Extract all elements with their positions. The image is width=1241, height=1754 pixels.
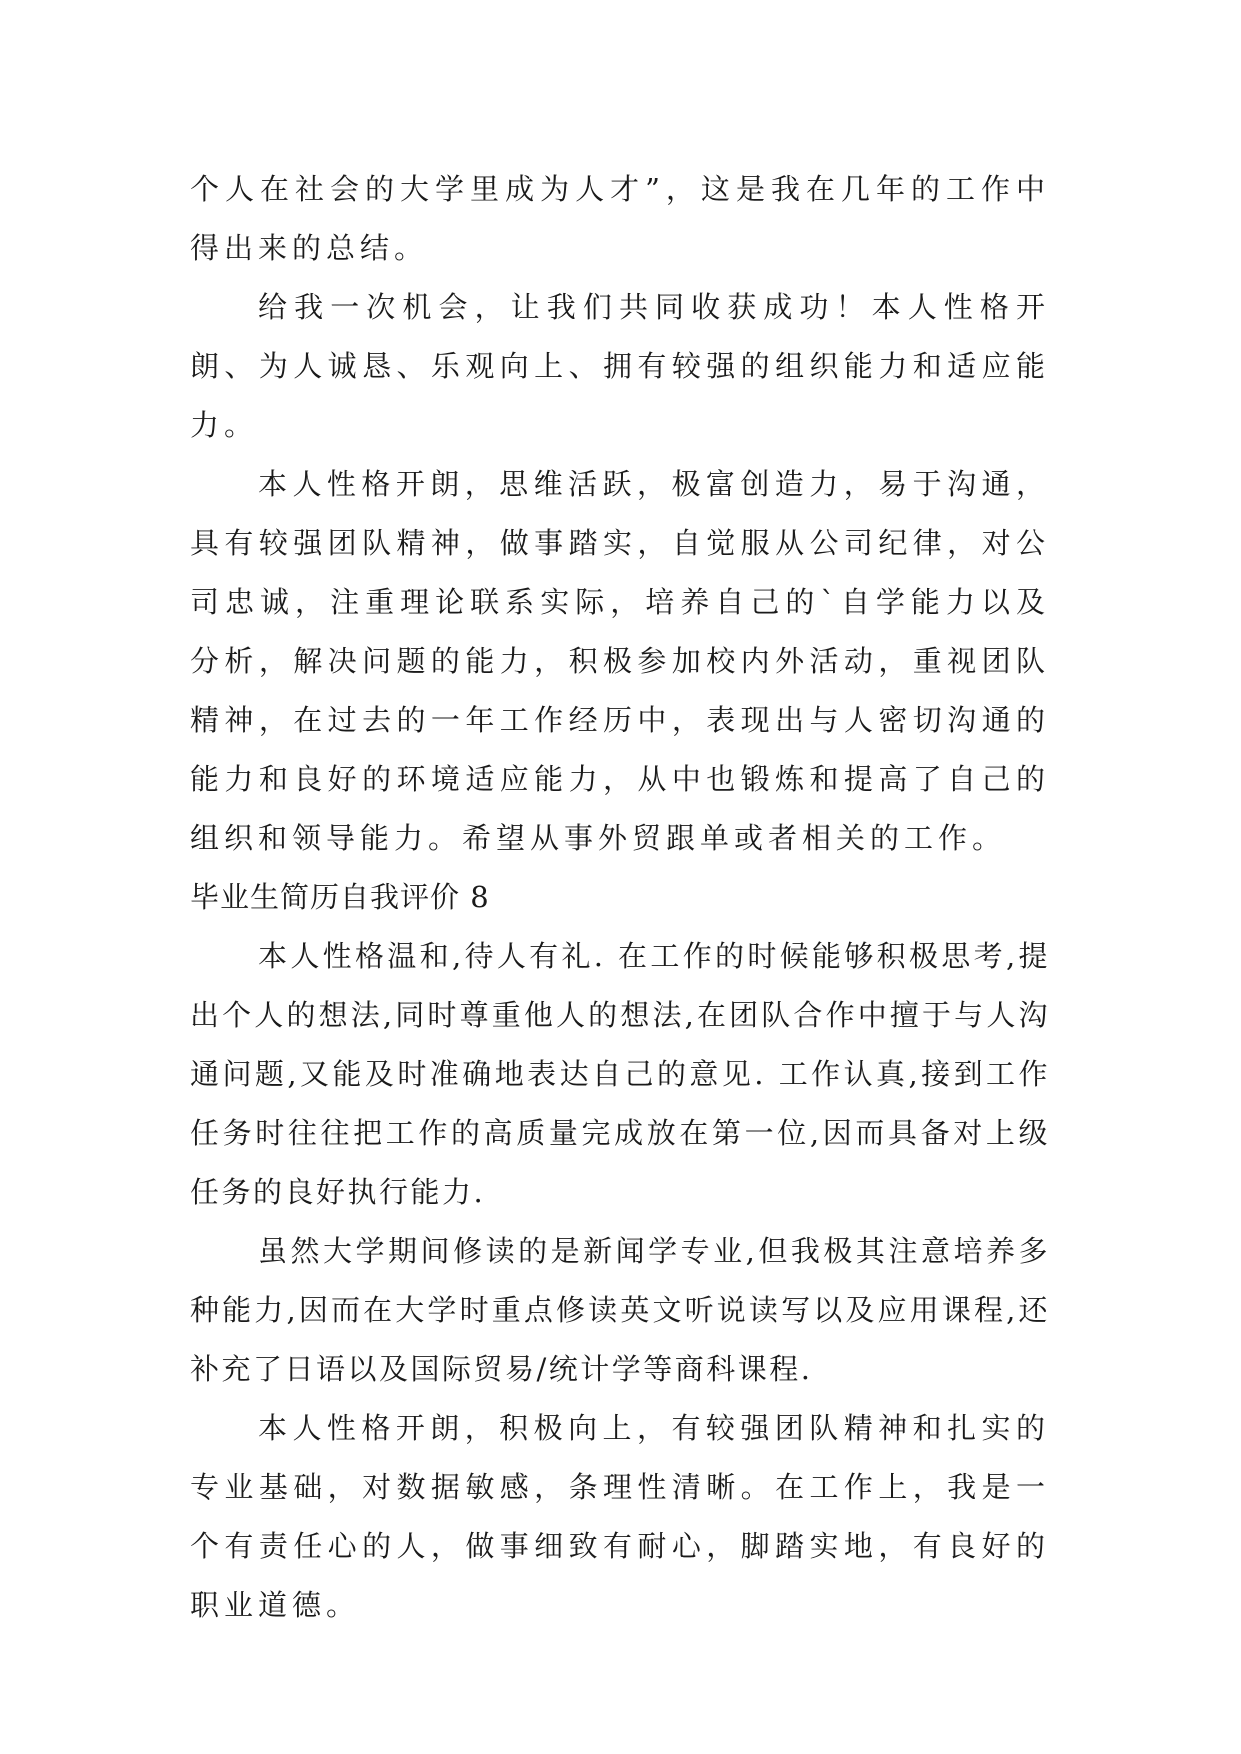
document-body bbox=[190, 160, 1050, 1635]
paragraph-professional: 本人性格开朗，积极向上，有较强团队精神和扎实的专业基础，对数据敏感，条理性清晰。在工作上，我是一个有责任心的人，做事细致有耐心，脚踏实地，有良好的职业道德。 bbox=[190, 1411, 1050, 1622]
paragraph-continuation: 个人在社会的大学里成为人才”，这是我在几年的工作中得出来的总结。 bbox=[190, 172, 1050, 265]
paragraph-education: 虽然大学期间修读的是新闻学专业,但我极其注意培养多种能力,因而在大学时重点修读英文听说读写以及应用课程,还补充了日语以及国际贸易/统计学等商科课程. bbox=[190, 1234, 1050, 1386]
section-title: 毕业生简历自我评价 8 bbox=[190, 880, 490, 914]
paragraph-personality: 本人性格开朗，思维活跃，极富创造力，易于沟通，具有较强团队精神，做事踏实，自觉服从公司纪律，对公司忠诚，注重理论联系实际，培养自己的`自学能力以及分析，解决问题的能力，积极参加校内外活动，重视团队精神，在过去的一年工作经历中，表现出与人密切沟通的能力和良好的环境适应能力，从中也锻炼和提高了自己的组织和领导能力。希望从事外贸跟单或者相关的工作。 bbox=[190, 467, 1050, 855]
paragraph-opportunity: 给我一次机会，让我们共同收获成功！本人性格开朗、为人诚恳、乐观向上、拥有较强的组织能力和适应能力。 bbox=[190, 290, 1050, 442]
paragraph-temperament: 本人性格温和,待人有礼. 在工作的时候能够积极思考,提出个人的想法,同时尊重他人的想法,在团队合作中擅于与人沟通问题,又能及时准确地表达自己的意见. 工作认真,接到工作任务时往往把工作的高质量完成放在第一位,因而具备对上级任务的良好执行能力. bbox=[190, 939, 1050, 1209]
